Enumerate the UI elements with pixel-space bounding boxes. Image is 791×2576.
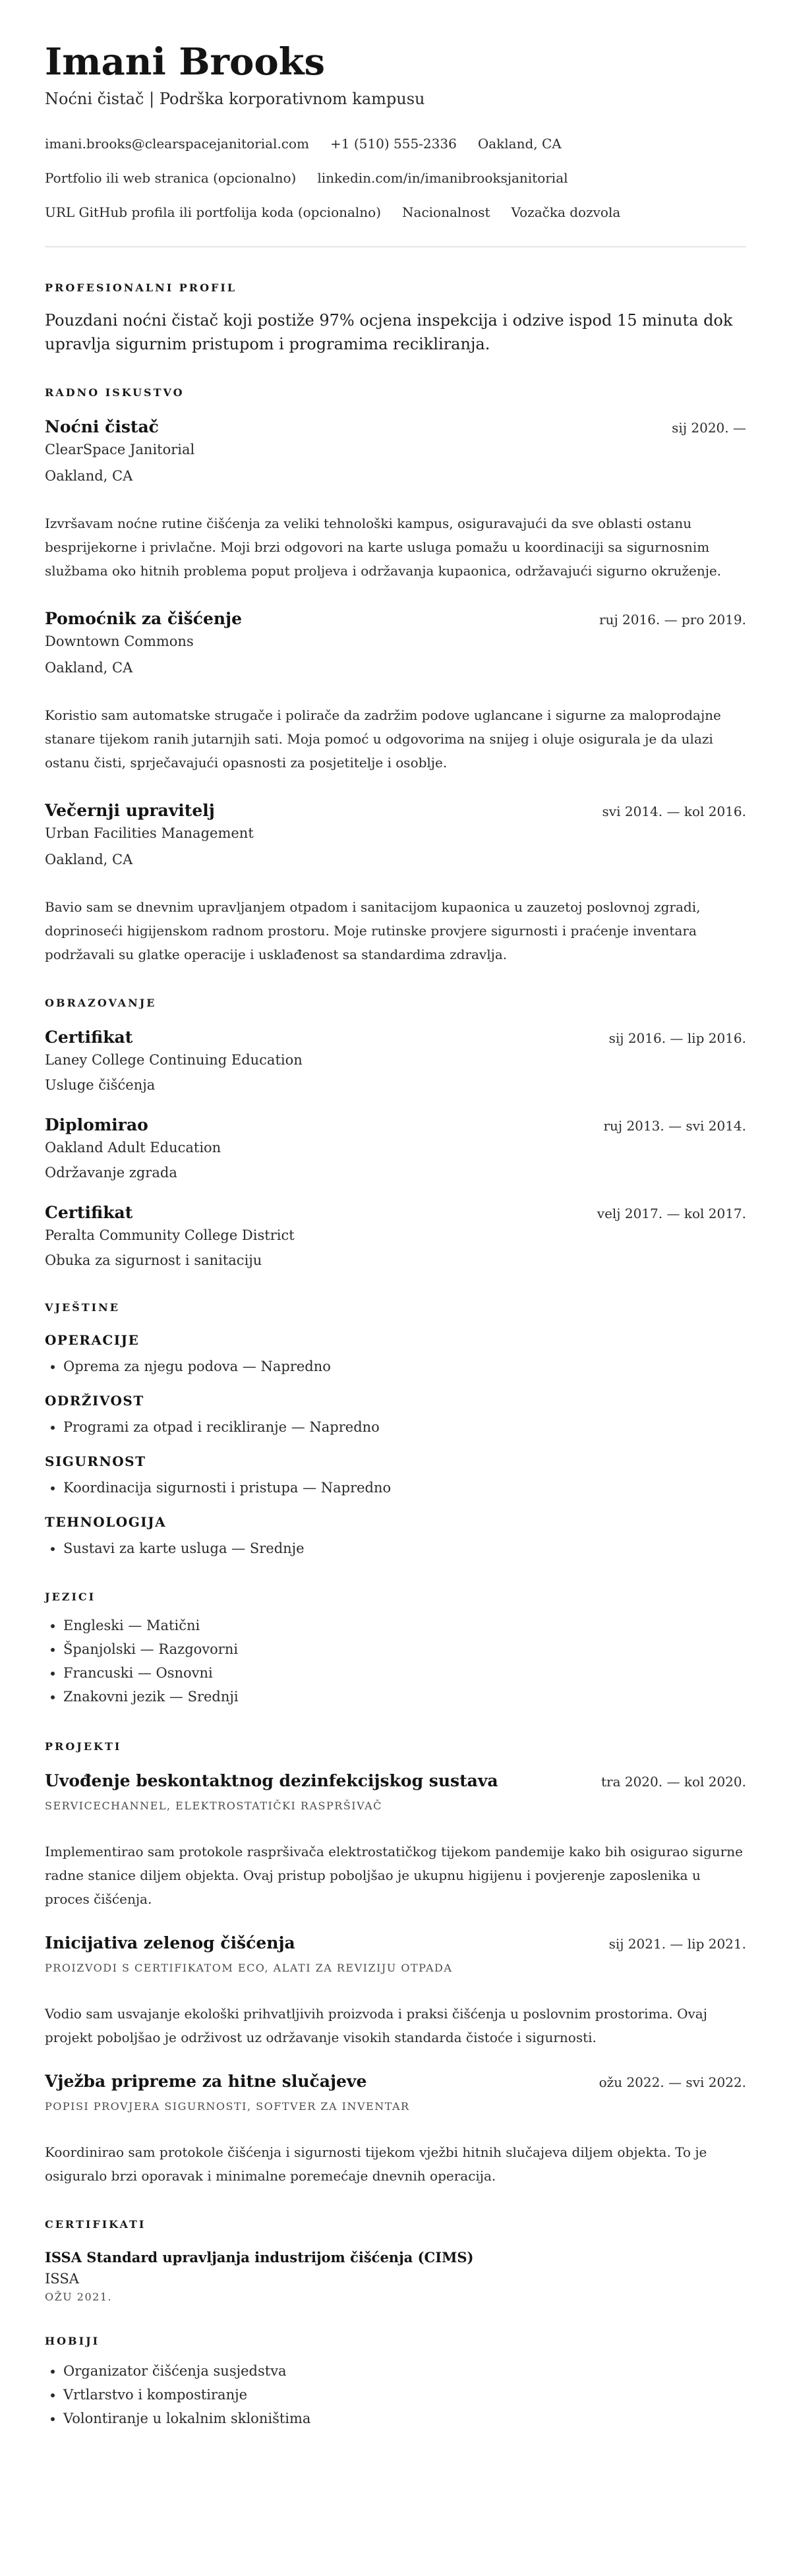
- profile-section: [45, 281, 746, 356]
- skill-category: [45, 1514, 746, 1560]
- candidate-headline: Noćni čistač | Podrška korporativnom kampusu: [45, 90, 425, 109]
- languages-section: [45, 1591, 746, 1709]
- degree-title: Certifikat: [45, 1028, 133, 1047]
- experience-entry: [45, 609, 746, 775]
- study-field: Usluge čišćenja: [45, 1077, 156, 1094]
- section-title: PROJEKTI: [45, 1740, 122, 1753]
- contact-row: [45, 136, 746, 152]
- hobby-item: • Vrtlarstvo i kompostiranje: [63, 2383, 746, 2407]
- job-title: Večernji upravitelj: [45, 801, 215, 821]
- hobby-item: • Organizator čišćenja susjedstva: [63, 2359, 746, 2383]
- project-description: Vodio sam usvajanje ekološki prihvatljivih proizvoda i praksi čišćenja u poslovnim prostorima. Ovaj projekt poboljšao je održivost uz održavanje visokih standarda čistoće i sigurnosti.: [45, 2006, 707, 2046]
- candidate-name: Imani Brooks: [45, 40, 326, 84]
- skill-category-name: OPERACIJE: [45, 1332, 140, 1349]
- job-description: Koristio sam automatske strugače i polirače da zadržim podove uglancane i sigurne za maloprodajne stanare tijekom ranih jutarnjih sati. Moja pomoć u odgovorima na snijeg i oluje osigurala je da ulazi ostanu čisti, sprječavajući opasnosti za posjetitelje i osoblje.: [45, 707, 721, 771]
- skill-item: • Sustavi za karte usluga — Srednje: [63, 1537, 746, 1560]
- certification-name: ISSA Standard upravljanja industrijom čišćenja (CIMS): [45, 2249, 474, 2266]
- section-title: RADNO ISKUSTVO: [45, 386, 185, 399]
- job-title: Noćni čistač: [45, 417, 159, 437]
- project-entry: [45, 1771, 746, 1911]
- section-title: JEZICI: [45, 1591, 96, 1604]
- education-entry: [45, 1203, 746, 1268]
- project-tags: PROIZVODI S CERTIFIKATOM ECO, ALATI ZA REVIZIJU OTPADA: [45, 1962, 453, 1975]
- skill-category-name: ODRŽIVOST: [45, 1393, 144, 1409]
- skill-item: • Koordinacija sigurnosti i pristupa — Napredno: [63, 1476, 746, 1500]
- certification-entry: [45, 2249, 746, 2303]
- job-location: Oakland, CA: [45, 660, 133, 676]
- school-name: Peralta Community College District: [45, 1227, 295, 1244]
- education-entry: [45, 1028, 746, 1093]
- linkedin-link[interactable]: linkedin.com/in/imanibrooksjanitorial: [317, 170, 568, 187]
- nationality-text: Nacionalnost: [402, 204, 490, 221]
- email-link[interactable]: imani.brooks@clearspacejanitorial.com: [45, 136, 310, 152]
- job-title: Pomoćnik za čišćenje: [45, 609, 242, 629]
- education-dates: ruj 2013. — svi 2014.: [603, 1118, 746, 1134]
- section-title: PROFESIONALNI PROFIL: [45, 281, 237, 295]
- language-item: • Znakovni jezik — Srednji: [63, 1685, 746, 1709]
- certifications-section: [45, 2218, 746, 2303]
- drivers-license-text: Vozačka dozvola: [511, 204, 621, 221]
- education-section: [45, 997, 746, 1268]
- language-item: • Engleski — Matični: [63, 1614, 746, 1637]
- project-description: Koordinirao sam protokole čišćenja i sigurnosti tijekom vježbi hitnih slučajeva diljem objekta. To je osiguralo brzi oporavak i minimalne poremećaje dnevnih operacija.: [45, 2144, 707, 2184]
- company-name: ClearSpace Janitorial: [45, 442, 195, 458]
- section-title: HOBIJI: [45, 2335, 100, 2348]
- project-entry: [45, 1933, 746, 2049]
- skill-category-name: TEHNOLOGIJA: [45, 1514, 167, 1531]
- project-name: Vježba pripreme za hitne slučajeve: [45, 2072, 367, 2092]
- phone-number[interactable]: +1 (510) 555-2336: [330, 136, 457, 152]
- certification-issuer: ISSA: [45, 2271, 79, 2287]
- location-text: Oakland, CA: [477, 136, 562, 152]
- job-description: Izvršavam noćne rutine čišćenja za veliki tehnološki kampus, osiguravajući da sve oblasti ostanu besprijekorne i privlačne. Moji brzi odgovori na karte usluga pomažu u koordinaciji sa sigurnosnim službama oko hitnih problema poput proljeva i održavanja kupaonica, održavajući sigurno okruženje.: [45, 515, 722, 579]
- hobby-item: • Volontiranje u lokalnim skloništima: [63, 2407, 746, 2430]
- skill-category: [45, 1393, 746, 1439]
- skills-section: [45, 1301, 746, 1560]
- project-description: Implementirao sam protokole raspršivača elektrostatičkog tijekom pandemije kako bih osigurao sigurne radne stanice diljem objekta. Ovaj pristup poboljšao je ukupnu higijenu i povjerenje zaposlenika u proces čišćenja.: [45, 1844, 743, 1908]
- resume-header: [45, 41, 746, 220]
- contact-row: [45, 170, 746, 186]
- project-name: Inicijativa zelenog čišćenja: [45, 1933, 295, 1953]
- study-field: Održavanje zgrada: [45, 1165, 177, 1181]
- experience-entry: [45, 417, 746, 583]
- skill-item: • Programi za otpad i recikliranje — Napredno: [63, 1415, 746, 1439]
- school-name: Laney College Continuing Education: [45, 1052, 303, 1068]
- education-entry: [45, 1115, 746, 1181]
- job-dates: svi 2014. — kol 2016.: [602, 804, 746, 820]
- skill-category: [45, 1332, 746, 1378]
- section-title: VJEŠTINE: [45, 1301, 120, 1314]
- project-name: Uvođenje beskontaktnog dezinfekcijskog sustava: [45, 1771, 498, 1791]
- project-dates: sij 2021. — lip 2021.: [608, 1936, 746, 1952]
- projects-section: [45, 1740, 746, 2188]
- company-name: Urban Facilities Management: [45, 825, 254, 842]
- job-location: Oakland, CA: [45, 852, 133, 868]
- degree-title: Certifikat: [45, 1203, 133, 1223]
- section-title: OBRAZOVANJE: [45, 997, 157, 1010]
- job-dates: sij 2020. —: [672, 420, 746, 436]
- certification-date: OŽU 2021.: [45, 2291, 113, 2304]
- company-name: Downtown Commons: [45, 633, 194, 650]
- project-tags: POPISI PROVJERA SIGURNOSTI, SOFTVER ZA INVENTAR: [45, 2100, 410, 2113]
- experience-entry: [45, 801, 746, 966]
- degree-title: Diplomirao: [45, 1115, 148, 1135]
- hobbies-section: [45, 2335, 746, 2430]
- school-name: Oakland Adult Education: [45, 1140, 221, 1156]
- contact-row: [45, 204, 746, 220]
- section-title: CERTIFIKATI: [45, 2218, 146, 2231]
- job-description: Bavio sam se dnevnim upravljanjem otpadom i sanitacijom kupaonica u zauzetoj poslovnoj zgradi, doprinoseći higijenskom radnom prostoru. Moje rutinske provjere sigurnosti i praćenje inventara podržavali su glatke operacije i usklađenost sa standardima zdravlja.: [45, 899, 701, 963]
- language-item: • Španjolski — Razgovorni: [63, 1637, 746, 1661]
- skill-category-name: SIGURNOST: [45, 1453, 146, 1470]
- experience-section: [45, 386, 746, 966]
- education-dates: velj 2017. — kol 2017.: [597, 1206, 746, 1222]
- skill-item: • Oprema za njegu podova — Napredno: [63, 1355, 746, 1378]
- study-field: Obuka za sigurnost i sanitaciju: [45, 1252, 262, 1269]
- portfolio-link[interactable]: Portfolio ili web stranica (opcionalno): [45, 170, 297, 187]
- project-dates: ožu 2022. — svi 2022.: [599, 2074, 746, 2091]
- profile-summary: Pouzdani noćni čistač koji postiže 97% ocjena inspekcija i odzive ispod 15 minuta dok upravlja sigurnim pristupom i programima recikliranja.: [45, 311, 733, 354]
- job-location: Oakland, CA: [45, 468, 133, 484]
- project-entry: [45, 2072, 746, 2188]
- job-dates: ruj 2016. — pro 2019.: [599, 612, 746, 628]
- skill-category: [45, 1453, 746, 1500]
- education-dates: sij 2016. — lip 2016.: [608, 1030, 746, 1047]
- github-link[interactable]: URL GitHub profila ili portfolija koda (opcionalno): [45, 204, 382, 221]
- language-item: • Francuski — Osnovni: [63, 1661, 746, 1685]
- project-tags: SERVICECHANNEL, ELEKTROSTATIČKI RASPRŠIVAČ: [45, 1800, 382, 1813]
- project-dates: tra 2020. — kol 2020.: [601, 1774, 746, 1790]
